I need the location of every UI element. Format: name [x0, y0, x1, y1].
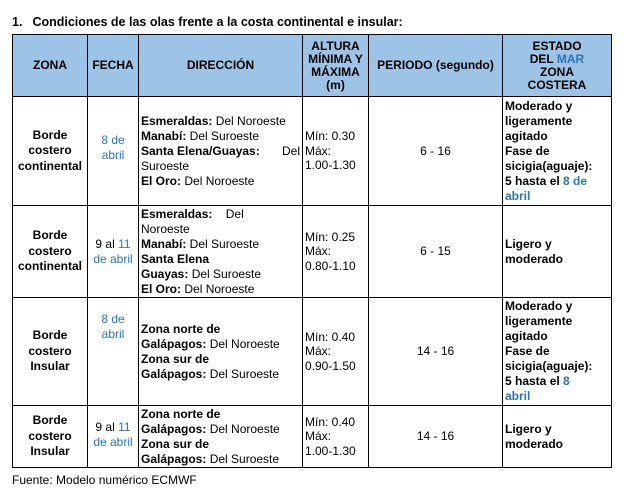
- zona-line: Insular: [30, 359, 70, 374]
- header-altura: [303, 35, 369, 97]
- dir-value: Noroeste: [141, 221, 190, 236]
- header-estado-line: [505, 53, 609, 66]
- fecha-prefix: 9 al: [95, 237, 119, 251]
- cell-altura: [303, 97, 369, 206]
- dir-place: Galápagos:: [141, 336, 207, 351]
- fecha-line: abril: [101, 147, 125, 162]
- estado-text: 5 hasta el: [505, 173, 564, 188]
- dir-place: El Oro:: [141, 281, 182, 296]
- table-row: [13, 406, 612, 468]
- dir-value: Del: [222, 206, 244, 221]
- table-header-row: [13, 35, 612, 97]
- fecha-day: 11: [118, 237, 131, 251]
- dir-line: [141, 237, 300, 252]
- zona-line: Insular: [30, 444, 70, 459]
- source-note: Fuente: Modelo numérico ECMWF: [12, 473, 197, 487]
- estado-date: 8 de: [563, 173, 588, 188]
- dir-line: [141, 352, 300, 367]
- estado-line: Ligero y: [505, 421, 552, 436]
- dir-line: [141, 407, 300, 422]
- cell-estado: [503, 97, 612, 206]
- altura-line: Mín: 0.40: [305, 414, 356, 429]
- dir-line: [141, 322, 300, 337]
- dir-place: Esmeraldas:: [141, 206, 213, 221]
- dir-value: Del Noroeste: [206, 336, 280, 351]
- estado-line: [505, 174, 609, 189]
- dir-place: Galápagos:: [141, 421, 207, 436]
- altura-line: 1.00-1.30: [305, 158, 356, 173]
- cell-estado: [503, 406, 612, 468]
- dir-line: [141, 174, 300, 189]
- estado-line: Ligero y: [505, 236, 552, 251]
- fecha-line: abril: [101, 326, 125, 341]
- cell-altura: [303, 298, 369, 406]
- header-periodo: PERIODO (segundo): [369, 35, 503, 97]
- cell-fecha: [88, 298, 139, 406]
- dir-value: Del Suroeste: [188, 266, 262, 281]
- cell-fecha: [88, 406, 139, 468]
- title-number: 1.: [12, 15, 23, 29]
- cell-zona: [13, 206, 88, 298]
- fecha-line: 8 de: [101, 133, 125, 147]
- estado-line: moderado: [505, 436, 564, 451]
- header-altura-line: (m): [326, 77, 345, 92]
- cell-direccion: [139, 406, 303, 468]
- fecha-line: de abril: [93, 251, 133, 266]
- estado-line: Moderado y: [505, 299, 573, 313]
- dir-line: [141, 452, 300, 467]
- zona-line: continental: [17, 158, 82, 173]
- header-estado-line: ESTADO: [532, 38, 582, 53]
- header-estado-mar: MAR: [556, 51, 585, 66]
- dir-value: Del Noroeste: [181, 281, 255, 296]
- estado-line: ligeramente: [505, 314, 573, 328]
- estado-line: [505, 374, 609, 389]
- header-estado-del: DEL: [529, 51, 557, 66]
- dir-value: Del Suroeste: [186, 236, 260, 251]
- zona-line: Borde: [32, 127, 68, 142]
- cell-zona: [13, 406, 88, 468]
- cell-periodo: 14 - 16: [369, 406, 503, 468]
- zona-line: costero: [28, 428, 72, 443]
- dir-line: [141, 267, 300, 282]
- dir-line: [141, 114, 300, 129]
- estado-line: sicigia(aguaje):: [505, 359, 593, 373]
- header-altura-line: ALTURA: [311, 38, 360, 53]
- altura-line: Máx:: [305, 244, 332, 259]
- dir-line: [141, 207, 300, 222]
- altura-line: Mín: 0.40: [305, 329, 356, 344]
- altura-line: 1.00-1.30: [305, 443, 356, 458]
- header-estado-line: ZONA: [540, 64, 574, 79]
- estado-line: Moderado y: [505, 98, 573, 113]
- header-altura-line: MÍNIMA Y: [308, 51, 363, 66]
- estado-line: Fase de: [505, 344, 550, 358]
- cell-altura: [303, 406, 369, 468]
- estado-text: 5 hasta el: [505, 374, 564, 388]
- dir-line: [141, 222, 300, 237]
- cell-periodo: 6 - 15: [369, 206, 503, 298]
- cell-periodo: 14 - 16: [369, 298, 503, 406]
- header-estado: [503, 35, 612, 97]
- dir-line: [141, 144, 300, 159]
- estado-line: agitado: [505, 128, 548, 143]
- table-row: [13, 97, 612, 206]
- cell-direccion: [139, 298, 303, 406]
- header-estado-line: COSTERA: [527, 77, 587, 92]
- estado-line: moderado: [505, 251, 564, 266]
- table-row: [13, 206, 612, 298]
- dir-line: [141, 252, 300, 267]
- estado-line: Fase de: [505, 143, 550, 158]
- altura-line: Máx:: [305, 143, 332, 158]
- dir-line: [141, 129, 300, 144]
- cell-fecha: [88, 206, 139, 298]
- dir-value: Del Noroeste: [212, 113, 286, 128]
- fecha-prefix: 9 al: [95, 420, 119, 434]
- estado-date: abril: [505, 389, 531, 403]
- dir-place: Guayas:: [141, 266, 189, 281]
- dir-place: Esmeraldas:: [141, 113, 213, 128]
- dir-value: Del Suroeste: [206, 366, 280, 381]
- altura-line: Mín: 0.30: [305, 129, 356, 144]
- estado-line: ligeramente: [505, 113, 573, 128]
- cell-fecha: [88, 97, 139, 206]
- dir-line: [141, 282, 300, 297]
- dir-line: [141, 159, 300, 174]
- table-row: [13, 298, 612, 406]
- dir-value: Del Suroeste: [186, 128, 260, 143]
- header-fecha: FECHA: [88, 35, 139, 97]
- dir-value: Del: [281, 143, 300, 158]
- zona-line: continental: [17, 259, 82, 274]
- dir-line: [141, 337, 300, 352]
- dir-line: [141, 422, 300, 437]
- dir-place: Galápagos:: [141, 451, 207, 466]
- cell-direccion: [139, 97, 303, 206]
- dir-place: Zona sur de: [141, 351, 210, 366]
- header-direccion: DIRECCIÓN: [139, 35, 303, 97]
- waves-table: [12, 34, 612, 468]
- cell-zona: [13, 298, 88, 406]
- dir-place: Santa Elena: [141, 251, 210, 266]
- zona-line: Borde: [32, 328, 68, 343]
- zona-line: Borde: [32, 413, 68, 428]
- cell-altura: [303, 206, 369, 298]
- dir-place: Santa Elena/Guayas:: [141, 143, 260, 158]
- dir-place: Manabí:: [141, 128, 187, 143]
- zona-line: costero: [28, 343, 72, 358]
- altura-line: Mín: 0.25: [305, 229, 356, 244]
- estado-line: agitado: [505, 329, 548, 343]
- dir-place: Zona norte de: [141, 321, 221, 336]
- estado-line: sicigia(aguaje):: [505, 158, 593, 173]
- dir-place: Galápagos:: [141, 366, 207, 381]
- document-title: [12, 15, 403, 29]
- dir-place: El Oro:: [141, 173, 182, 188]
- dir-line: [141, 367, 300, 382]
- cell-estado: [503, 298, 612, 406]
- altura-line: Máx:: [305, 429, 332, 444]
- estado-date: 8: [563, 374, 570, 388]
- zona-line: costero: [28, 143, 72, 158]
- dir-place: Zona sur de: [141, 436, 210, 451]
- cell-zona: [13, 97, 88, 206]
- altura-line: 0.90-1.50: [305, 358, 356, 373]
- fecha-line: 8 de: [101, 312, 125, 326]
- dir-value: Del Suroeste: [206, 451, 280, 466]
- altura-line: Máx:: [305, 344, 332, 359]
- dir-value: Del Noroeste: [206, 421, 280, 436]
- header-zona: ZONA: [13, 35, 88, 97]
- cell-estado: [503, 206, 612, 298]
- dir-value: Del Noroeste: [181, 173, 255, 188]
- fecha-line: [90, 237, 136, 252]
- dir-line: [141, 437, 300, 452]
- dir-place: Zona norte de: [141, 406, 221, 421]
- zona-line: Borde: [32, 228, 68, 243]
- cell-direccion: [139, 206, 303, 298]
- altura-line: 0.80-1.10: [305, 258, 356, 273]
- fecha-day: 11: [118, 420, 131, 434]
- fecha-line: de abril: [93, 434, 133, 449]
- cell-periodo: 6 - 16: [369, 97, 503, 206]
- dir-place: Manabí:: [141, 236, 187, 251]
- estado-date: abril: [505, 188, 531, 203]
- dir-value: Suroeste: [141, 158, 190, 173]
- header-altura-line: MÁXIMA: [311, 64, 360, 79]
- fecha-line: [90, 420, 136, 435]
- title-text: Condiciones de las olas frente a la costa continental e insular:: [32, 15, 403, 29]
- zona-line: costero: [28, 243, 72, 258]
